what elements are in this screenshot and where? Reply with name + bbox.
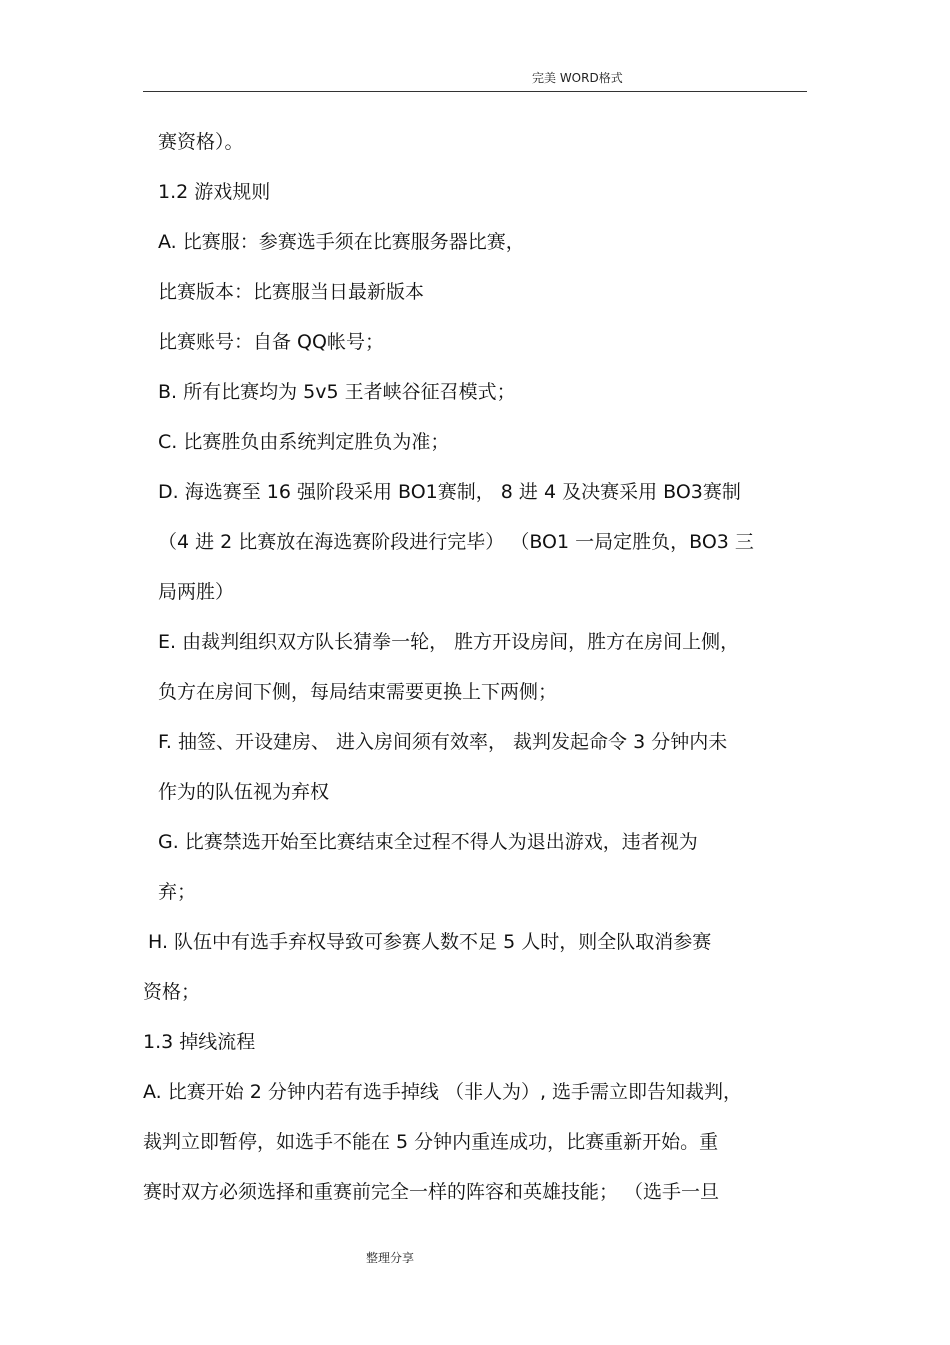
body-line: H. 队伍中有选手弃权导致可参赛人数不足 5 人时，则全队取消参赛	[148, 931, 712, 953]
body-line: 裁判立即暂停，如选手不能在 5 分钟内重连成功，比赛重新开始。重	[143, 1131, 719, 1153]
header-divider	[143, 91, 807, 92]
body-line: D. 海选赛至 16 强阶段采用 BO1赛制， 8 进 4 及决赛采用 BO3赛制	[158, 481, 741, 503]
body-line: 资格；	[143, 981, 201, 1003]
body-line: 赛时双方必须选择和重赛前完全一样的阵容和英雄技能； （选手一旦	[143, 1181, 720, 1203]
body-line: 局两胜）	[158, 581, 235, 603]
body-line: F. 抽签、开设建房、 进入房间须有效率， 裁判发起命令 3 分钟内未	[158, 731, 728, 753]
page-header: 完美 WORD格式	[532, 71, 623, 85]
body-line: B. 所有比赛均为 5v5 王者峡谷征召模式；	[158, 381, 516, 403]
body-line: （4 进 2 比赛放在海选赛阶段进行完毕） （BO1 一局定胜负，BO3 三	[158, 531, 754, 553]
page-footer: 整理分享	[366, 1251, 415, 1265]
body-line: 弃；	[158, 881, 197, 903]
body-line: C. 比赛胜负由系统判定胜负为准；	[158, 431, 450, 453]
body-line: E. 由裁判组织双方队长猜拳一轮， 胜方开设房间，胜方在房间上侧，	[158, 631, 740, 653]
body-line: 赛资格）。	[158, 131, 244, 153]
section-heading-1-2: 1.2 游戏规则	[158, 181, 271, 203]
body-line: 作为的队伍视为弃权	[158, 781, 330, 803]
body-line: A. 比赛服：参赛选手须在比赛服务器比赛，	[158, 231, 525, 253]
body-line: 比赛版本：比赛服当日最新版本	[158, 281, 425, 303]
body-line: A. 比赛开始 2 分钟内若有选手掉线 （非人为）, 选手需立即告知裁判，	[143, 1081, 743, 1103]
body-line: G. 比赛禁选开始至比赛结束全过程不得人为退出游戏，违者视为	[158, 831, 698, 853]
section-heading-1-3: 1.3 掉线流程	[143, 1031, 256, 1053]
body-line: 负方在房间下侧，每局结束需要更换上下两侧；	[158, 681, 558, 703]
body-line: 比赛账号：自备 QQ帐号；	[158, 331, 384, 353]
